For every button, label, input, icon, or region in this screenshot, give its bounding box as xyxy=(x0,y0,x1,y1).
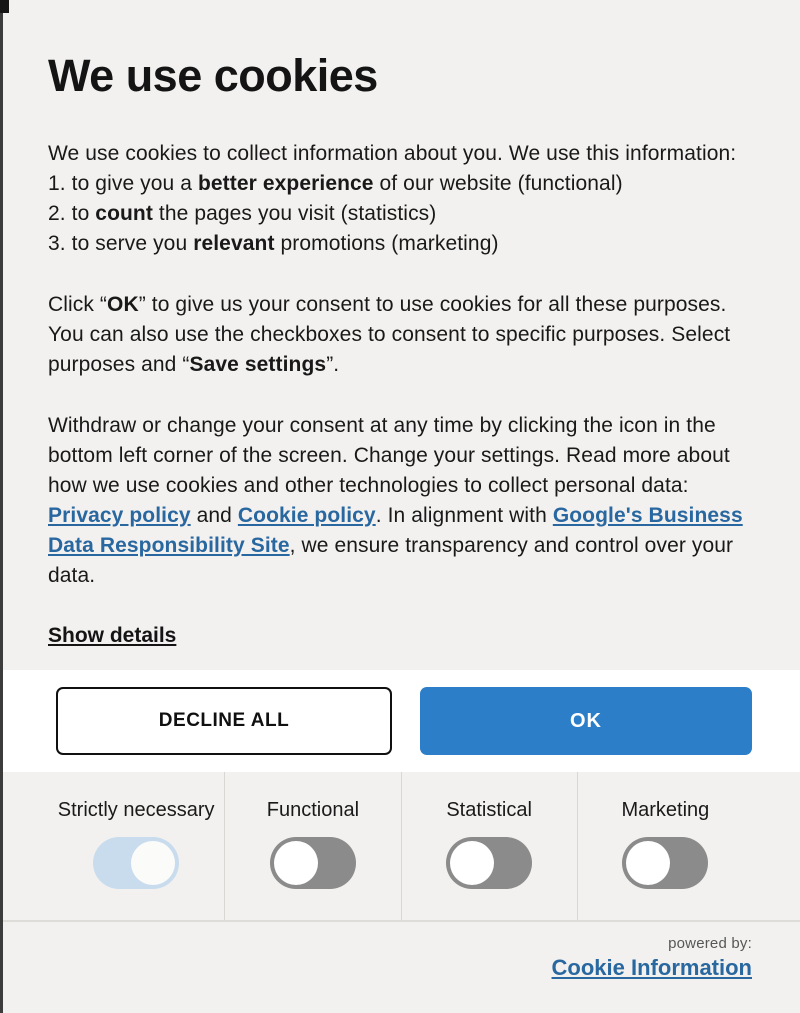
toggle-label: Marketing xyxy=(621,799,710,821)
toggle-label: Statistical xyxy=(446,799,532,821)
toggle-label: Strictly necessary xyxy=(57,799,215,821)
privacy-policy-link[interactable]: Privacy policy xyxy=(48,504,191,527)
ok-button[interactable]: OK xyxy=(420,687,752,755)
cookie-information-link[interactable]: Cookie Information xyxy=(551,955,752,980)
toggle-knob xyxy=(274,841,318,885)
toggle-knob xyxy=(626,841,670,885)
toggle-cell-statistical xyxy=(401,772,577,920)
purpose-list-item: 3. to serve you relevant promotions (marketing) xyxy=(48,232,499,255)
purpose-list-item: 2. to count the pages you visit (statistics) xyxy=(48,202,437,225)
dialog-title: We use cookies xyxy=(48,50,378,101)
withdraw-paragraph: Withdraw or change your consent at any time by clicking the icon in the bottom left corner of the screen. Change your settings. Read more about how we use cookies and other technologies to collect personal data: Privacy policy and Cookie policy. In alignment with Google's Business Data Responsibility Site, we ensure transparency and control over your data. xyxy=(48,414,743,587)
strictly-necessary-toggle[interactable] xyxy=(93,837,179,889)
toggle-cell-strictly-necessary xyxy=(48,772,224,920)
show-details-link[interactable]: Show details xyxy=(48,624,177,647)
cookie-policy-link[interactable]: Cookie policy xyxy=(237,504,376,527)
powered-by-label: powered by: xyxy=(668,935,752,952)
intro-text: We use cookies to collect information about you. We use this information: xyxy=(48,142,737,165)
toggle-cell-functional xyxy=(224,772,400,920)
functional-toggle[interactable] xyxy=(270,837,356,889)
toggle-cell-marketing xyxy=(577,772,753,920)
window-edge-strip xyxy=(0,0,3,1013)
footer xyxy=(0,922,800,1013)
toggle-grid xyxy=(48,772,753,920)
decline-all-button[interactable]: DECLINE ALL xyxy=(56,687,392,755)
toggle-knob xyxy=(450,841,494,885)
consent-paragraph: Click “OK” to give us your consent to use cookies for all these purposes. You can also use the checkboxes to consent to specific purposes. Select purposes and “Save settings”. xyxy=(48,293,731,376)
action-button-row xyxy=(0,670,800,772)
google-business-data-link[interactable]: Google's Business Data Responsibility Site xyxy=(48,504,743,557)
toggle-knob xyxy=(131,841,175,885)
marketing-toggle[interactable] xyxy=(622,837,708,889)
consent-toggles-section xyxy=(0,772,800,922)
window-edge-corner xyxy=(0,0,9,13)
toggle-label: Functional xyxy=(266,799,360,821)
purpose-list-item: 1. to give you a better experience of our website (functional) xyxy=(48,172,623,195)
statistical-toggle[interactable] xyxy=(446,837,532,889)
intro-paragraph xyxy=(48,139,755,259)
